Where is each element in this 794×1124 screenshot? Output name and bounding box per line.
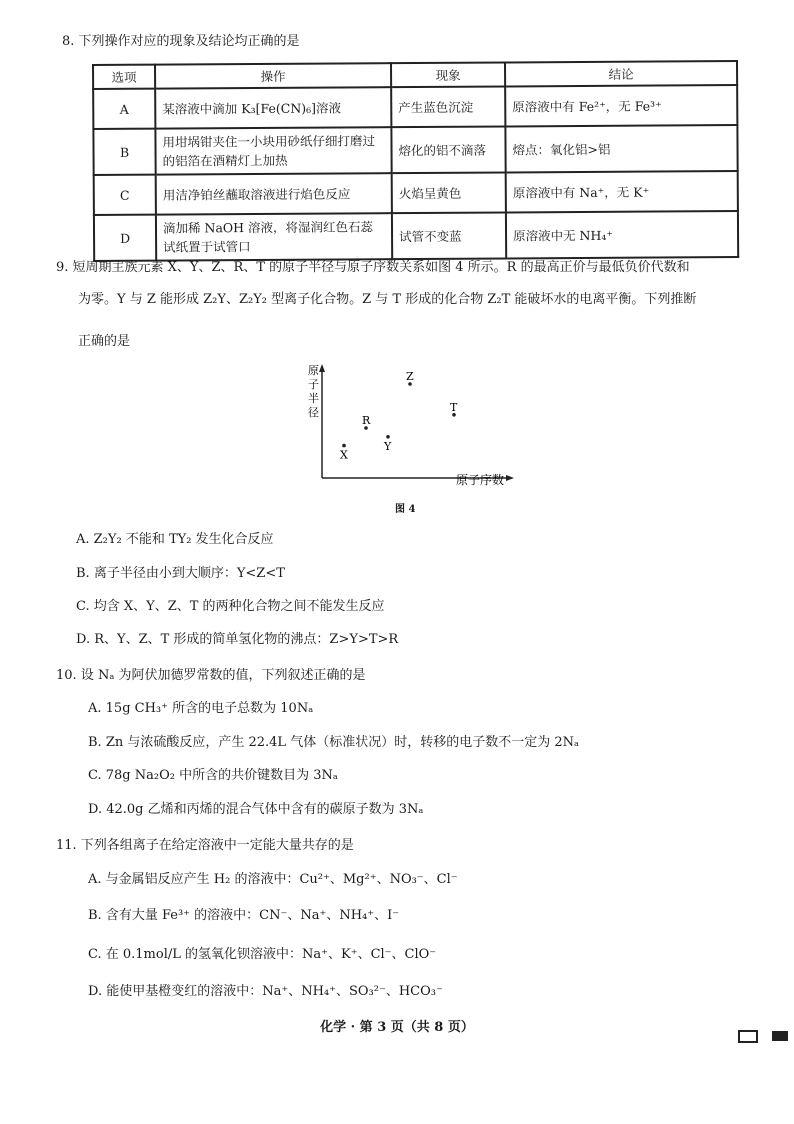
x-axis-arrow — [506, 475, 514, 481]
q8-row-c-option: C — [94, 175, 156, 215]
q8-row-a-operation: 某溶液中滴加 K₃[Fe(CN)₆]溶液 — [155, 87, 391, 128]
q8-row-b-option: B — [93, 129, 155, 175]
q8-row-d-operation: 滴加稀 NaOH 溶液，将湿润红色石蕊试纸置于试管口 — [156, 213, 392, 260]
q8-row-a-conclusion: 原溶液中有 Fe²⁺，无 Fe³⁺ — [505, 85, 737, 126]
point-label-r: R — [362, 414, 371, 427]
q9-stem-line3: 正确的是 — [78, 334, 131, 349]
point-y — [386, 435, 390, 439]
y-axis-label-char: 原 — [308, 364, 319, 377]
table-row — [94, 211, 738, 261]
q8-row-b-operation: 用坩埚钳夹住一小块用砂纸仔细打磨过的铝箔在酒精灯上加热 — [155, 127, 391, 174]
q8-header-phenomenon: 现象 — [391, 62, 505, 87]
q8-header-operation: 操作 — [155, 63, 391, 88]
q10-option-c: C. 78g Na₂O₂ 中所含的共价键数目为 3Nₐ — [88, 768, 338, 783]
q9-stem-line1: 9. 短周期主族元素 X、Y、Z、R、T 的原子半径与原子序数关系如图 4 所示。R 的最高正价与最低负价代数和 — [56, 260, 690, 275]
x-axis-label: 原子序数 — [456, 473, 505, 487]
q11-option-b: B. 含有大量 Fe³⁺ 的溶液中：CN⁻、Na⁺、NH₄⁺、I⁻ — [88, 908, 400, 923]
point-label-x: X — [340, 448, 348, 462]
q11-option-a: A. 与金属铝反应产生 H₂ 的溶液中：Cu²⁺、Mg²⁺、NO₃⁻、Cl⁻ — [88, 872, 458, 887]
page-footer: 化学 · 第 3 页（共 8 页） — [320, 1020, 474, 1035]
q8-row-a-phenomenon: 产生蓝色沉淀 — [391, 86, 505, 127]
q8-header-option: 选项 — [93, 65, 155, 89]
y-axis-label-char: 半 — [308, 392, 319, 405]
y-axis-arrow — [319, 364, 325, 372]
q8-header-conclusion: 结论 — [505, 61, 737, 86]
point-label-y: Y — [384, 439, 392, 453]
q11-option-d: D. 能使甲基橙变红的溶液中：Na⁺、NH₄⁺、SO₃²⁻、HCO₃⁻ — [88, 984, 443, 999]
y-axis-label-char: 径 — [308, 406, 319, 419]
figure-4-points — [340, 370, 458, 462]
q8-row-c-conclusion: 原溶液中有 Na⁺，无 K⁺ — [506, 171, 738, 212]
table-row — [93, 125, 737, 175]
table-row — [94, 171, 738, 215]
q8-row-d-phenomenon: 试管不变蓝 — [392, 212, 506, 259]
q8-stem: 8. 下列操作对应的现象及结论均正确的是 — [62, 34, 300, 49]
q9-stem-line2: 为零。Y 与 Z 能形成 Z₂Y、Z₂Y₂ 型离子化合物。Z 与 T 形成的化合物 Z₂T 能破坏水的电离平衡。下列推断 — [78, 292, 697, 307]
q10-option-a: A. 15g CH₃⁺ 所含的电子总数为 10Nₐ — [88, 701, 314, 716]
q10-stem: 10. 设 Nₐ 为阿伏加德罗常数的值，下列叙述正确的是 — [56, 668, 366, 683]
figure-4-scatter — [290, 358, 530, 518]
point-label-t: T — [450, 400, 458, 414]
q9-option-c: C. 均含 X、Y、Z、T 的两种化合物之间不能发生反应 — [76, 599, 385, 614]
point-label-z: Z — [406, 370, 414, 383]
q8-row-d-option: D — [94, 215, 156, 261]
q8-row-c-operation: 用洁净铂丝蘸取溶液进行焰色反应 — [156, 173, 392, 214]
table-row — [93, 85, 737, 129]
q8-row-d-conclusion: 原溶液中无 NH₄⁺ — [506, 211, 738, 258]
q11-option-c: C. 在 0.1mol/L 的氢氧化钡溶液中：Na⁺、K⁺、Cl⁻、ClO⁻ — [88, 947, 437, 962]
page-marker-outline — [738, 1030, 758, 1043]
q9-option-d: D. R、Y、Z、T 形成的简单氢化物的沸点：Z>Y>T>R — [76, 632, 399, 647]
q8-table — [92, 60, 739, 262]
q10-option-d: D. 42.0g 乙烯和丙烯的混合气体中含有的碳原子数为 3Nₐ — [88, 802, 424, 817]
point-x — [342, 444, 346, 448]
q8-row-c-phenomenon: 火焰呈黄色 — [392, 172, 506, 213]
q8-row-b-phenomenon: 熔化的铝不滴落 — [391, 126, 505, 173]
q8-row-a-option: A — [93, 89, 155, 129]
q8-row-b-conclusion: 熔点：氧化铝>铝 — [505, 125, 737, 172]
q9-option-a: A. Z₂Y₂ 不能和 TY₂ 发生化合反应 — [76, 532, 274, 547]
q10-option-b: B. Zn 与浓硫酸反应，产生 22.4L 气体（标准状况）时，转移的电子数不一定为 2Nₐ — [88, 735, 579, 750]
q11-stem: 11. 下列各组离子在给定溶液中一定能大量共存的是 — [56, 838, 354, 853]
y-axis-label-char: 子 — [308, 378, 319, 391]
figure-4-caption: 图 4 — [395, 504, 416, 515]
q9-option-b: B. 离子半径由小到大顺序：Y<Z<T — [76, 566, 285, 581]
page-marker-filled — [772, 1031, 788, 1041]
